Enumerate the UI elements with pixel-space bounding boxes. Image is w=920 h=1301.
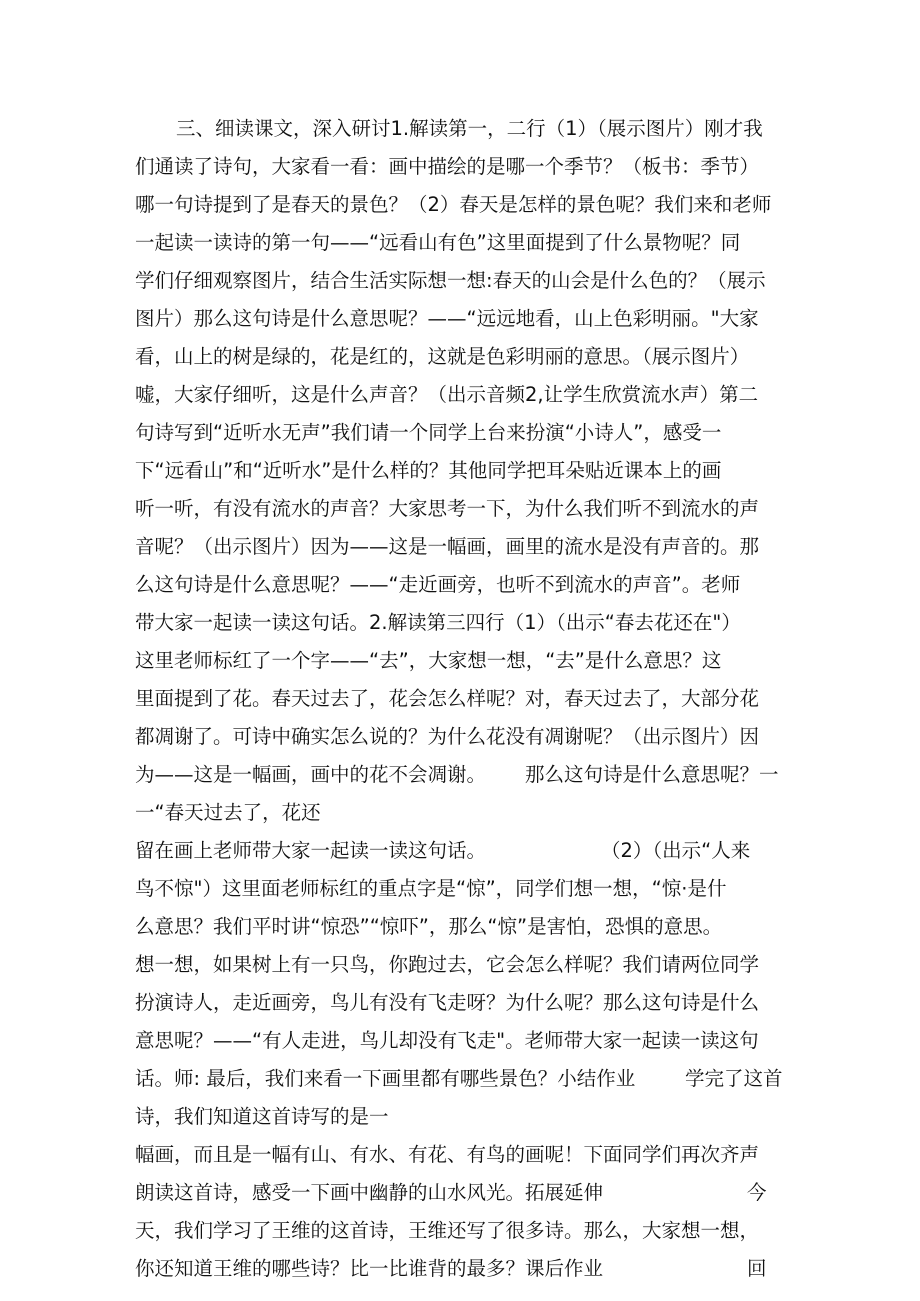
text-line-4: 一起读一读诗的第一句——“远看山有色”这里面提到了什么景物呢？同 xyxy=(135,231,741,254)
text-line-26-end: 学完了这首 xyxy=(685,1067,783,1090)
text-line-7: 看，山上的树是绿的，花是红的，这就是色彩明丽的意思。（展示图片） xyxy=(135,345,750,368)
text-line-2: 们通读了诗句，大家看一看：画中描绘的是哪一个季节？（板书：季节） xyxy=(135,155,760,178)
text-line-10: 下“远看山”和“近听水”是什么样的？其他同学把耳朵贴近课本上的画 xyxy=(135,459,722,482)
text-line-12: 音呢？（出示图片）因为——这是一幅画，画里的流水是没有声音的。那 xyxy=(135,535,760,558)
text-line-24: 扮演诗人，走近画旁，鸟儿有没有飞走呀？为什么呢？那么这句诗是什么 xyxy=(135,991,760,1014)
text-line-17: 都凋谢了。可诗中确实怎么说的？为什么花没有凋谢呢？（出示图片）因 xyxy=(135,725,760,748)
text-line-18-end: 那么这句诗是什么意思呢？一 xyxy=(525,763,779,786)
text-line-20 xyxy=(135,836,815,866)
text-line-9: 句诗写到“近听水无声”我们请一个同学上台来扮演“小诗人”，感受一 xyxy=(135,421,722,444)
text-line-14: 带大家一起读一读这句话。2.解读第三四行（1）（出示“春去花还在"） xyxy=(135,611,741,634)
text-line-22: 么意思？我们平时讲“惊恐”“惊吓”，那么“惊”是害怕，恐惧的意思。 xyxy=(135,915,723,938)
text-line-23: 想一想，如果树上有一只鸟，你跑过去，它会怎么样呢？我们请两位同学 xyxy=(135,953,760,976)
text-line-20-start: 留在画上老师带大家一起读一读这句话。 xyxy=(135,839,487,862)
text-line-3: 哪一句诗提到了是春天的景色？（2）春天是怎样的景色呢？我们来和老师 xyxy=(135,193,772,216)
text-line-15: 这里老师标红了一个字——“去”，大家想一想，“去”是什么意思？这 xyxy=(135,649,722,672)
text-line-31 xyxy=(135,1254,815,1284)
text-line-31-start: 你还知道王维的哪些诗？比一比谁背的最多？课后作业 xyxy=(135,1257,604,1280)
text-line-25: 意思呢？——“有人走进，鸟儿却没有飞走"。老师带大家一起读一读这句 xyxy=(135,1029,759,1052)
text-line-29-start: 朗读这首诗，感受一下画中幽静的山水风光。拓展延伸 xyxy=(135,1181,604,1204)
text-line-6: 图片）那么这句诗是什么意思呢？——“远远地看，山上色彩明丽。"大家 xyxy=(135,307,759,330)
text-line-19: 一“春天过去了，花还 xyxy=(135,801,321,824)
text-line-31-end: 回 xyxy=(747,1257,767,1280)
text-line-5: 学们仔细观察图片，结合生活实际想一想:春天的山会是什么色的？（展示 xyxy=(135,269,766,292)
text-line-29-end: 今 xyxy=(747,1181,767,1204)
text-line-20-end: （2）（出示“人来 xyxy=(601,839,751,862)
text-line-26 xyxy=(135,1064,815,1094)
text-line-11: 听一听，有没有流水的声音？大家思考一下，为什么我们听不到流水的声 xyxy=(135,497,760,520)
text-line-8: 嘘，大家仔细听，这是什么声音？（出示音频2,让学生欣赏流水声）第二 xyxy=(135,383,759,406)
text-line-30: 天，我们学习了王维的这首诗，王维还写了很多诗。那么，大家想一想， xyxy=(135,1219,760,1242)
text-line-27: 诗，我们知道这首诗写的是一 xyxy=(135,1105,389,1128)
text-line-1: 三、细读课文，深入研讨1.解读第一，二行（1）（展示图片）刚才我 xyxy=(176,117,763,140)
text-line-29 xyxy=(135,1178,815,1208)
text-line-13: 么这句诗是什么意思呢？——“走近画旁，也听不到流水的声音”。老师 xyxy=(135,573,741,596)
text-line-18-start: 为——这是一幅画，画中的花不会凋谢。 xyxy=(135,763,487,786)
text-line-18 xyxy=(135,760,815,790)
text-line-26-start: 话。师: 最后，我们来看一下画里都有哪些景色？小结作业 xyxy=(135,1067,636,1090)
text-line-16: 里面提到了花。春天过去了，花会怎么样呢？对，春天过去了，大部分花 xyxy=(135,687,760,710)
text-line-21: 鸟不惊"）这里面老师标红的重点字是“惊”，同学们想一想，“惊·是什 xyxy=(135,877,727,900)
text-line-28: 幅画，而且是一幅有山、有水、有花、有鸟的画呢！下面同学们再次齐声 xyxy=(135,1143,760,1166)
